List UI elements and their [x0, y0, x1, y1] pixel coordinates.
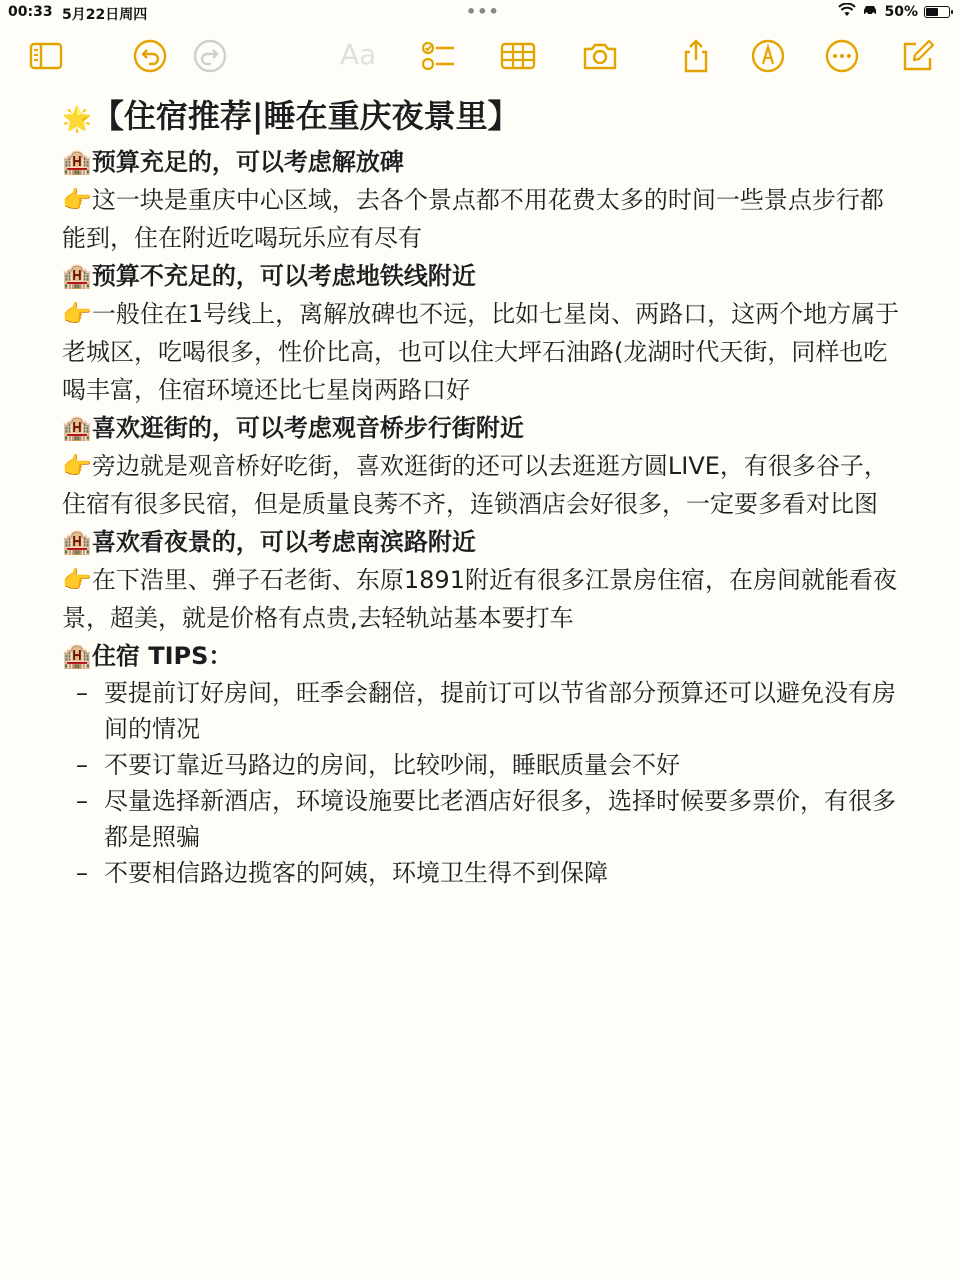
note-title-text: 【住宿推荐|睡在重庆夜景里】	[91, 97, 520, 135]
tips-item-text: 尽量选择新酒店，环境设施要比老酒店好很多，选择时候要多票价，有很多都是照骗	[104, 787, 896, 851]
redo-icon[interactable]	[190, 36, 230, 76]
tips-item	[62, 747, 902, 783]
section-heading-text: 预算不充足的，可以考虑地铁线附近	[91, 262, 476, 290]
section-heading	[62, 523, 902, 561]
section-body-text: 一般住在1号线上，离解放碑也不远，比如七星岗、两路口，这两个地方属于老城区，吃喝很多，性价比高，也可以住大坪石油路(龙湖时代天街，同样也吃喝丰富，住宿环境还比七星岗两路口好	[62, 300, 900, 404]
checklist-icon[interactable]	[418, 36, 458, 76]
section-guanyinqiao	[62, 409, 902, 523]
tips-item	[62, 675, 902, 747]
share-icon[interactable]	[676, 36, 716, 76]
hotel-icon: 🏨	[62, 148, 92, 176]
sidebar-icon[interactable]	[26, 36, 66, 76]
status-right	[838, 3, 950, 21]
hotel-icon: 🏨	[62, 528, 92, 556]
more-icon[interactable]	[822, 36, 862, 76]
tips-item-text: 不要订靠近马路边的房间，比较吵闹，睡眠质量会不好	[104, 751, 680, 779]
tips-item-text: 要提前订好房间，旺季会翻倍，提前订可以节省部分预算还可以避免没有房间的情况	[104, 679, 896, 743]
undo-icon[interactable]	[130, 36, 170, 76]
multitasking-dots-icon[interactable]: •••	[466, 2, 500, 21]
wifi-icon	[838, 3, 856, 21]
tips-item	[62, 783, 902, 855]
section-body-text: 在下浩里、弹子石老街、东原1891附近有很多江景房住宿，在房间就能看夜景，超美，就是价格有点贵,去轻轨站基本要打车	[62, 566, 897, 632]
hotel-icon: 🏨	[62, 414, 92, 442]
star-icon: 🌟	[62, 105, 92, 133]
tips-list	[62, 675, 902, 891]
section-body	[62, 561, 902, 637]
section-body	[62, 295, 902, 409]
section-heading-text: 喜欢逛街的，可以考虑观音桥步行街附近	[91, 414, 524, 442]
section-body	[62, 447, 902, 523]
compose-icon[interactable]	[898, 36, 938, 76]
section-body	[62, 181, 902, 257]
hotel-icon: 🏨	[62, 642, 92, 670]
note-content[interactable]	[62, 92, 902, 891]
note-title	[62, 92, 902, 143]
status-time: 00:33	[8, 4, 53, 20]
section-heading-text: 喜欢看夜景的，可以考虑南滨路附近	[91, 528, 476, 556]
battery-fill	[926, 8, 938, 16]
tips-item	[62, 855, 902, 891]
section-nanbinlu	[62, 523, 902, 637]
bullet-dash: –	[76, 679, 88, 707]
section-heading	[62, 409, 902, 447]
table-icon[interactable]	[498, 36, 538, 76]
hotel-icon: 🏨	[62, 262, 92, 290]
bullet-dash: –	[76, 859, 88, 887]
pointing-hand-icon: 👉	[62, 300, 92, 328]
status-bar	[0, 0, 960, 24]
pointing-hand-icon: 👉	[62, 566, 92, 594]
pointing-hand-icon: 👉	[62, 452, 92, 480]
status-date: 5月22日周四	[62, 7, 148, 23]
tips-item-text: 不要相信路边揽客的阿姨，环境卫生得不到保障	[104, 859, 608, 887]
bullet-dash: –	[76, 787, 88, 815]
section-heading	[62, 143, 902, 181]
section-body-text: 这一块是重庆中心区域，去各个景点都不用花费太多的时间一些景点步行都能到，住在附近吃喝玩乐应有尽有	[62, 186, 884, 252]
tips-heading-text: 住宿 TIPS：	[91, 642, 233, 670]
bullet-dash: –	[76, 751, 88, 779]
markup-icon[interactable]	[748, 36, 788, 76]
camera-icon[interactable]	[580, 36, 620, 76]
section-heading	[62, 257, 902, 295]
tips-heading	[62, 637, 902, 675]
car-icon	[862, 4, 878, 20]
section-body-text: 旁边就是观音桥好吃街，喜欢逛街的还可以去逛逛方圆LIVE，有很多谷子，住宿有很多民宿，但是质量良莠不齐，连锁酒店会好很多，一定要多看对比图	[62, 452, 888, 518]
section-metro	[62, 257, 902, 409]
section-tips	[62, 637, 902, 891]
section-heading-text: 预算充足的，可以考虑解放碑	[91, 148, 404, 176]
pointing-hand-icon: 👉	[62, 186, 92, 214]
battery-icon	[924, 6, 950, 18]
section-jiefangbei	[62, 143, 902, 257]
battery-percent: 50%	[884, 4, 918, 20]
toolbar	[0, 30, 960, 76]
format-button[interactable]: Aa	[340, 38, 377, 71]
